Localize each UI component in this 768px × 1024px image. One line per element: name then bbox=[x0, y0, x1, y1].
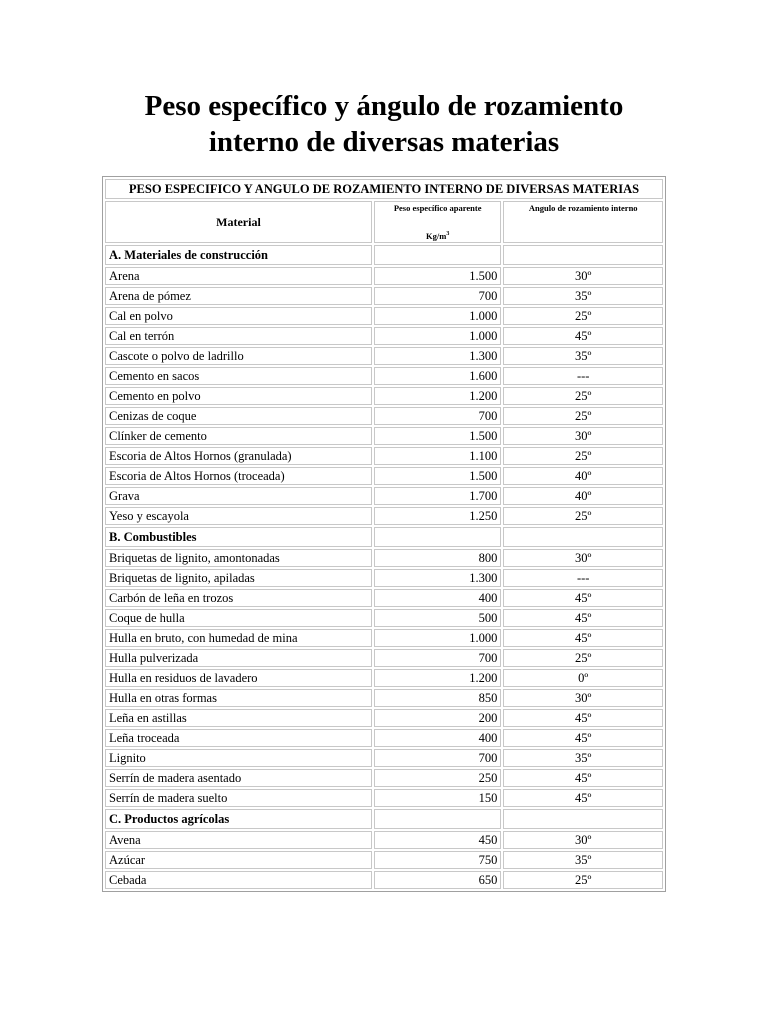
column-header-weight bbox=[374, 201, 501, 243]
angle-cell: 35º bbox=[503, 287, 663, 305]
section-row bbox=[105, 527, 663, 547]
weight-cell: 800 bbox=[374, 549, 501, 567]
materials-table-body bbox=[105, 179, 663, 889]
weight-cell: 750 bbox=[374, 851, 501, 869]
weight-cell: 700 bbox=[374, 749, 501, 767]
material-cell: Arena bbox=[105, 267, 372, 285]
angle-cell: 40º bbox=[503, 487, 663, 505]
section-empty-angle bbox=[503, 809, 663, 829]
angle-cell: --- bbox=[503, 367, 663, 385]
angle-cell: 25º bbox=[503, 307, 663, 325]
weight-cell: 1.500 bbox=[374, 427, 501, 445]
angle-cell: 35º bbox=[503, 851, 663, 869]
weight-unit-exponent: 3 bbox=[446, 231, 450, 237]
weight-cell: 700 bbox=[374, 649, 501, 667]
angle-cell: 25º bbox=[503, 387, 663, 405]
weight-cell: 1.700 bbox=[374, 487, 501, 505]
section-empty-weight bbox=[374, 809, 501, 829]
table-row bbox=[105, 569, 663, 587]
table-row bbox=[105, 487, 663, 505]
angle-cell: 25º bbox=[503, 649, 663, 667]
material-cell: Serrín de madera suelto bbox=[105, 789, 372, 807]
angle-cell: 45º bbox=[503, 789, 663, 807]
material-cell: Lignito bbox=[105, 749, 372, 767]
weight-cell: 650 bbox=[374, 871, 501, 889]
section-row bbox=[105, 245, 663, 265]
column-header-material: Material bbox=[105, 201, 372, 243]
angle-cell: 45º bbox=[503, 589, 663, 607]
material-cell: Cal en terrón bbox=[105, 327, 372, 345]
weight-cell: 850 bbox=[374, 689, 501, 707]
material-cell: Hulla en otras formas bbox=[105, 689, 372, 707]
table-row bbox=[105, 789, 663, 807]
weight-cell: 400 bbox=[374, 729, 501, 747]
section-title: A. Materiales de construcción bbox=[105, 245, 372, 265]
angle-cell: 45º bbox=[503, 609, 663, 627]
angle-cell: 35º bbox=[503, 347, 663, 365]
angle-cell: 45º bbox=[503, 769, 663, 787]
weight-cell: 200 bbox=[374, 709, 501, 727]
table-row bbox=[105, 307, 663, 325]
angle-cell: 45º bbox=[503, 709, 663, 727]
material-cell: Cenizas de coque bbox=[105, 407, 372, 425]
angle-cell: 30º bbox=[503, 427, 663, 445]
material-cell: Hulla en bruto, con humedad de mina bbox=[105, 629, 372, 647]
material-cell: Avena bbox=[105, 831, 372, 849]
column-header-angle: Angulo de rozamiento interno bbox=[503, 201, 663, 243]
angle-cell: 30º bbox=[503, 267, 663, 285]
angle-cell: 30º bbox=[503, 689, 663, 707]
weight-cell: 1.200 bbox=[374, 669, 501, 687]
material-cell: Azúcar bbox=[105, 851, 372, 869]
table-row bbox=[105, 609, 663, 627]
material-cell: Arena de pómez bbox=[105, 287, 372, 305]
material-cell: Cebada bbox=[105, 871, 372, 889]
section-empty-weight bbox=[374, 527, 501, 547]
weight-cell: 700 bbox=[374, 407, 501, 425]
weight-cell: 1.250 bbox=[374, 507, 501, 525]
weight-cell: 1.500 bbox=[374, 467, 501, 485]
material-cell: Cemento en polvo bbox=[105, 387, 372, 405]
column-header-weight-unit bbox=[378, 228, 497, 242]
material-cell: Hulla pulverizada bbox=[105, 649, 372, 667]
material-cell: Escoria de Altos Hornos (troceada) bbox=[105, 467, 372, 485]
table-row bbox=[105, 347, 663, 365]
page-title-line-1: Peso específico y ángulo de rozamiento bbox=[144, 90, 624, 122]
material-cell: Leña troceada bbox=[105, 729, 372, 747]
material-cell: Leña en astillas bbox=[105, 709, 372, 727]
table-row bbox=[105, 467, 663, 485]
table-row bbox=[105, 287, 663, 305]
table-row bbox=[105, 649, 663, 667]
angle-cell: 45º bbox=[503, 729, 663, 747]
table-row bbox=[105, 749, 663, 767]
angle-cell: 45º bbox=[503, 629, 663, 647]
weight-cell: 1.200 bbox=[374, 387, 501, 405]
section-empty-angle bbox=[503, 527, 663, 547]
table-row bbox=[105, 589, 663, 607]
angle-cell: 45º bbox=[503, 327, 663, 345]
column-header-weight-label: Peso específico aparente bbox=[393, 203, 482, 213]
weight-cell: 250 bbox=[374, 769, 501, 787]
angle-cell: 25º bbox=[503, 507, 663, 525]
table-row bbox=[105, 709, 663, 727]
angle-cell: 25º bbox=[503, 407, 663, 425]
material-cell: Carbón de leña en trozos bbox=[105, 589, 372, 607]
weight-cell: 1.600 bbox=[374, 367, 501, 385]
table-row bbox=[105, 327, 663, 345]
material-cell: Hulla en residuos de lavadero bbox=[105, 669, 372, 687]
table-row bbox=[105, 669, 663, 687]
angle-cell: 25º bbox=[503, 871, 663, 889]
table-row bbox=[105, 387, 663, 405]
angle-cell: 40º bbox=[503, 467, 663, 485]
page-title bbox=[0, 88, 768, 160]
weight-unit-base: Kg/m bbox=[426, 230, 447, 241]
weight-cell: 1.000 bbox=[374, 327, 501, 345]
table-row bbox=[105, 367, 663, 385]
weight-cell: 1.000 bbox=[374, 629, 501, 647]
material-cell: Grava bbox=[105, 487, 372, 505]
material-cell: Clínker de cemento bbox=[105, 427, 372, 445]
table-caption-row bbox=[105, 179, 663, 199]
material-cell: Briquetas de lignito, amontonadas bbox=[105, 549, 372, 567]
angle-cell: 25º bbox=[503, 447, 663, 465]
weight-cell: 1.300 bbox=[374, 569, 501, 587]
material-cell: Cemento en sacos bbox=[105, 367, 372, 385]
table-row bbox=[105, 507, 663, 525]
angle-cell: --- bbox=[503, 569, 663, 587]
weight-cell: 1.000 bbox=[374, 307, 501, 325]
table-row bbox=[105, 831, 663, 849]
table-row bbox=[105, 629, 663, 647]
weight-cell: 450 bbox=[374, 831, 501, 849]
weight-cell: 1.500 bbox=[374, 267, 501, 285]
table-row bbox=[105, 427, 663, 445]
section-title: C. Productos agrícolas bbox=[105, 809, 372, 829]
weight-cell: 1.100 bbox=[374, 447, 501, 465]
materials-table bbox=[102, 176, 666, 892]
material-cell: Serrín de madera asentado bbox=[105, 769, 372, 787]
table-row bbox=[105, 407, 663, 425]
material-cell: Cal en polvo bbox=[105, 307, 372, 325]
weight-cell: 150 bbox=[374, 789, 501, 807]
table-row bbox=[105, 851, 663, 869]
weight-cell: 500 bbox=[374, 609, 501, 627]
weight-cell: 1.300 bbox=[374, 347, 501, 365]
table-header-row bbox=[105, 201, 663, 243]
table-row bbox=[105, 871, 663, 889]
page-title-line-2: interno de diversas materias bbox=[208, 126, 560, 158]
material-cell: Briquetas de lignito, apiladas bbox=[105, 569, 372, 587]
weight-cell: 700 bbox=[374, 287, 501, 305]
section-empty-angle bbox=[503, 245, 663, 265]
table-row bbox=[105, 447, 663, 465]
table-caption: PESO ESPECIFICO Y ANGULO DE ROZAMIENTO INTERNO DE DIVERSAS MATERIAS bbox=[105, 179, 663, 199]
weight-cell: 400 bbox=[374, 589, 501, 607]
angle-cell: 35º bbox=[503, 749, 663, 767]
table-row bbox=[105, 549, 663, 567]
table-row bbox=[105, 267, 663, 285]
angle-cell: 0º bbox=[503, 669, 663, 687]
section-empty-weight bbox=[374, 245, 501, 265]
section-title: B. Combustibles bbox=[105, 527, 372, 547]
table-row bbox=[105, 769, 663, 787]
material-cell: Cascote o polvo de ladrillo bbox=[105, 347, 372, 365]
material-cell: Escoria de Altos Hornos (granulada) bbox=[105, 447, 372, 465]
angle-cell: 30º bbox=[503, 831, 663, 849]
section-row bbox=[105, 809, 663, 829]
material-cell: Coque de hulla bbox=[105, 609, 372, 627]
material-cell: Yeso y escayola bbox=[105, 507, 372, 525]
angle-cell: 30º bbox=[503, 549, 663, 567]
table-row bbox=[105, 689, 663, 707]
table-row bbox=[105, 729, 663, 747]
